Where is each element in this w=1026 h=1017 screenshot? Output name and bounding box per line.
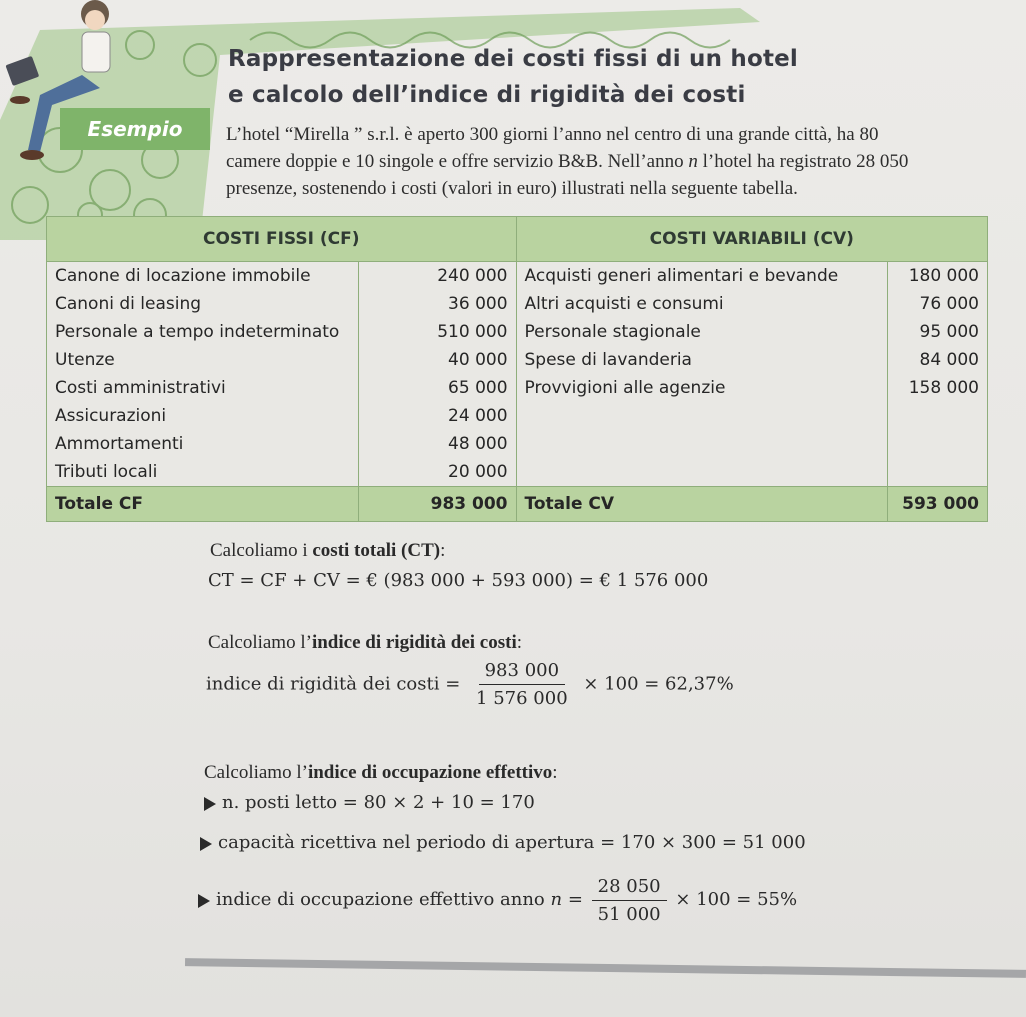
rigidity-numerator: 983 000: [479, 660, 565, 685]
intro-line-2: [226, 151, 908, 173]
intro-line-2-b: l’hotel ha registrato 28 050: [697, 151, 909, 172]
rigidity-denominator: 1 576 000: [476, 688, 568, 709]
occupancy-intro: [204, 762, 558, 784]
intro-line-2-a: camere doppie e 10 singole e offre servizio B&B. Nell’anno: [226, 151, 689, 172]
occupancy-item-3-eq: =: [562, 888, 583, 910]
table-row: [47, 430, 988, 458]
fixed-cost-value: 240 000: [358, 262, 516, 291]
table-row: [47, 262, 988, 291]
rigidity-formula: [206, 660, 734, 709]
table-total-row: [47, 487, 988, 522]
table-row: [47, 458, 988, 487]
ct-intro: [210, 540, 445, 562]
table-row: [47, 402, 988, 430]
variable-costs-header: COSTI VARIABILI (CV): [516, 217, 987, 262]
occupancy-numerator: 28 050: [592, 876, 667, 901]
ct-intro-bold: costi totali (CT): [312, 540, 441, 561]
rigidity-lhs: indice di rigidità dei costi =: [206, 673, 461, 695]
fixed-cost-value: 20 000: [358, 458, 516, 487]
variable-cost-value: 95 000: [888, 318, 988, 346]
rigidity-intro-end: :: [516, 632, 523, 653]
total-variable-label: Totale CV: [516, 487, 888, 522]
fixed-cost-label: Canone di locazione immobile: [47, 262, 359, 291]
occupancy-year-variable: n: [550, 888, 563, 910]
variable-cost-value: 84 000: [888, 346, 988, 374]
variable-cost-label: [516, 430, 888, 458]
ct-intro-text: Calcoliamo i: [210, 540, 313, 561]
occupancy-item-3-lhs: indice di occupazione effettivo anno: [216, 888, 551, 910]
variable-cost-label: Spese di lavanderia: [516, 346, 888, 374]
occupancy-item-2-text: capacità ricettiva nel periodo di apertura = 170 × 300 = 51 000: [218, 832, 806, 853]
variable-cost-label: Altri acquisti e consumi: [516, 290, 888, 318]
table-row: [47, 374, 988, 402]
table-row: [47, 290, 988, 318]
variable-cost-label: Acquisti generi alimentari e bevande: [516, 262, 888, 291]
bottom-divider: [185, 958, 1026, 978]
fixed-cost-label: Costi amministrativi: [47, 374, 359, 402]
rigidity-intro: [208, 632, 522, 654]
occupancy-intro-text: Calcoliamo l’: [204, 762, 308, 783]
rigidity-fraction: [470, 660, 574, 709]
bullet-triangle-icon: [198, 894, 210, 908]
fixed-cost-label: Canoni di leasing: [47, 290, 359, 318]
total-variable-value: 593 000: [888, 487, 988, 522]
variable-cost-value: [888, 458, 988, 487]
fixed-cost-label: Utenze: [47, 346, 359, 374]
variable-cost-label: [516, 458, 888, 487]
variable-cost-value: 158 000: [888, 374, 988, 402]
occupancy-item-1: [204, 792, 535, 814]
fixed-cost-value: 48 000: [358, 430, 516, 458]
page-title-line1: Rappresentazione dei costi fissi di un hotel: [228, 46, 799, 72]
variable-cost-label: Provvigioni alle agenzie: [516, 374, 888, 402]
total-fixed-value: 983 000: [358, 487, 516, 522]
variable-cost-value: 180 000: [888, 262, 988, 291]
table-header-row: [47, 217, 988, 262]
variable-cost-value: [888, 402, 988, 430]
occupancy-item-2: [200, 832, 806, 854]
occupancy-item-3: [198, 876, 797, 925]
costs-table: [46, 216, 988, 522]
intro-line-3: presenze, sostenendo i costi (valori in euro) illustrati nella seguente tabella.: [226, 178, 798, 199]
occupancy-rhs: × 100 = 55%: [675, 888, 798, 910]
fixed-cost-label: Assicurazioni: [47, 402, 359, 430]
fixed-cost-value: 36 000: [358, 290, 516, 318]
fixed-cost-value: 40 000: [358, 346, 516, 374]
rigidity-rhs: × 100 = 62,37%: [583, 673, 734, 695]
table-row: [47, 318, 988, 346]
occupancy-denominator: 51 000: [597, 904, 661, 925]
occupancy-fraction: [592, 876, 667, 925]
variable-cost-value: [888, 430, 988, 458]
fixed-costs-header: COSTI FISSI (CF): [47, 217, 517, 262]
example-badge: Esempio: [60, 108, 210, 150]
occupancy-item-1-text: n. posti letto = 80 × 2 + 10 = 170: [222, 792, 535, 813]
fixed-cost-label: Tributi locali: [47, 458, 359, 487]
variable-cost-label: Personale stagionale: [516, 318, 888, 346]
variable-cost-label: [516, 402, 888, 430]
ct-intro-end: :: [440, 540, 446, 561]
fixed-cost-label: Ammortamenti: [47, 430, 359, 458]
ct-formula: CT = CF + CV = € (983 000 + 593 000) = € 1 576 000: [208, 570, 709, 591]
intro-year-variable: n: [688, 151, 698, 172]
bullet-triangle-icon: [204, 797, 216, 811]
rigidity-intro-bold: indice di rigidità dei costi: [311, 632, 517, 653]
rigidity-intro-text: Calcoliamo l’: [208, 632, 312, 653]
occupancy-intro-bold: indice di occupazione effettivo: [307, 762, 553, 783]
fixed-cost-value: 510 000: [358, 318, 516, 346]
intro-line-1: L’hotel “Mirella ” s.r.l. è aperto 300 giorni l’anno nel centro di una grande città, ha 80: [226, 124, 879, 145]
fixed-cost-label: Personale a tempo indeterminato: [47, 318, 359, 346]
page-title-line2: e calcolo dell’indice di rigidità dei costi: [228, 82, 746, 108]
total-fixed-label: Totale CF: [47, 487, 359, 522]
fixed-cost-value: 65 000: [358, 374, 516, 402]
fixed-cost-value: 24 000: [358, 402, 516, 430]
occupancy-intro-end: :: [552, 762, 558, 783]
bullet-triangle-icon: [200, 837, 212, 851]
table-row: [47, 346, 988, 374]
variable-cost-value: 76 000: [888, 290, 988, 318]
